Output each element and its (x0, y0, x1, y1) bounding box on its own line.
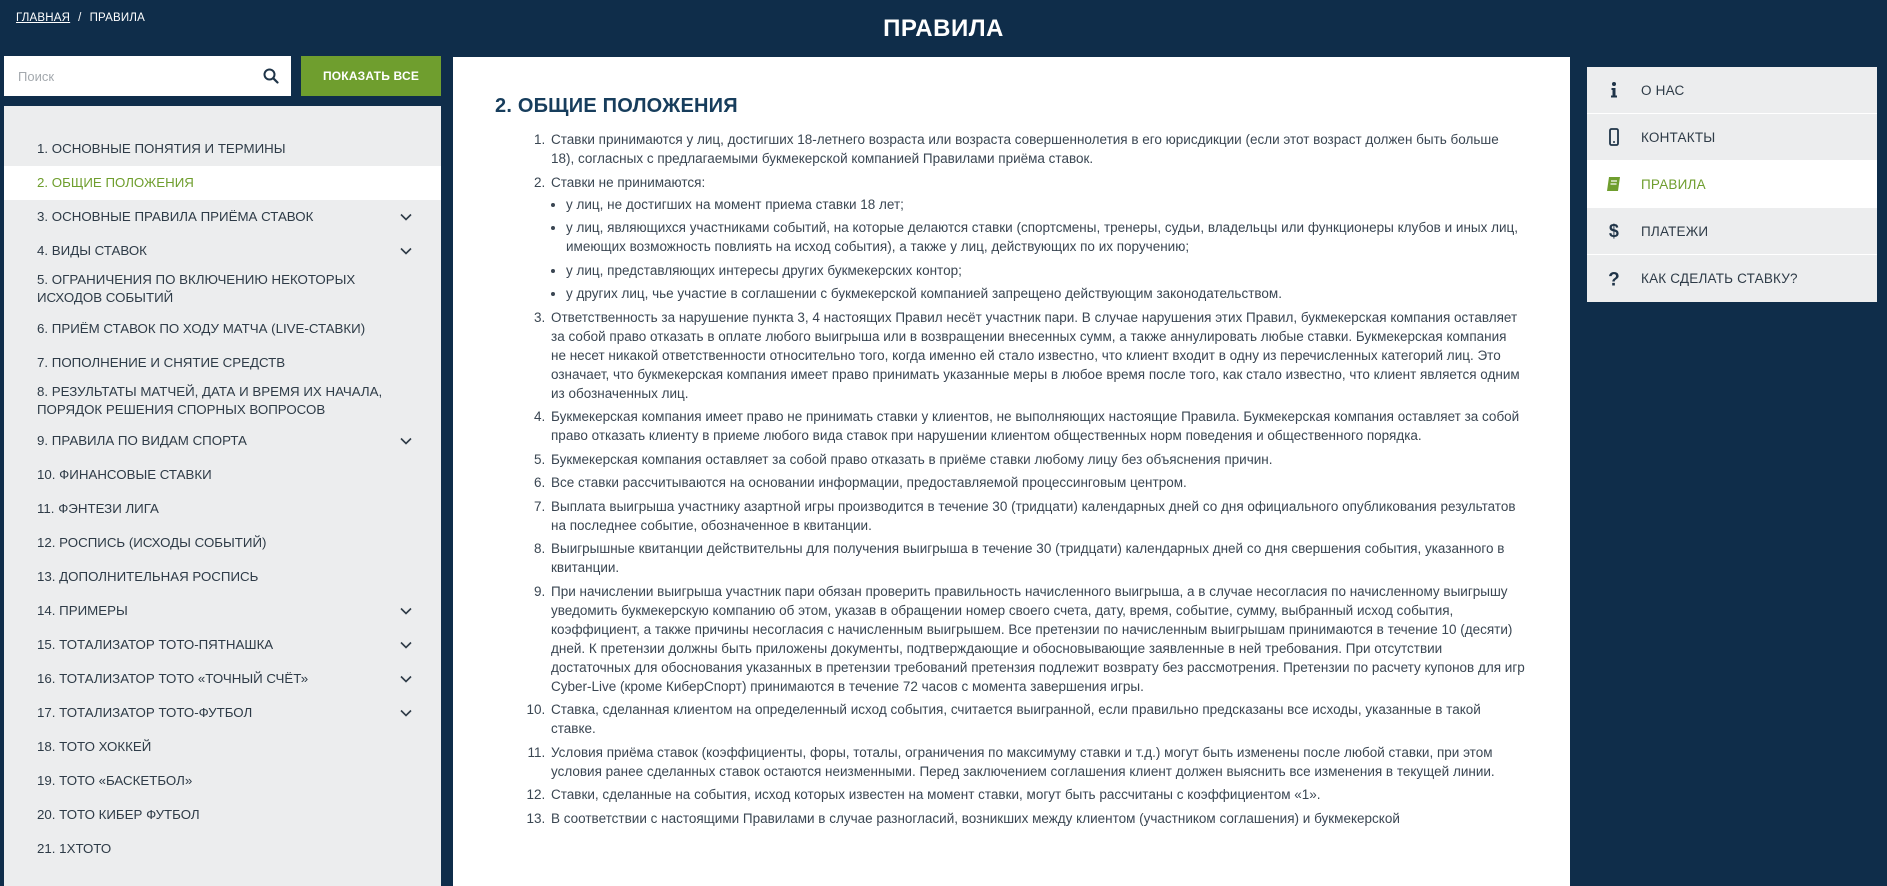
toc-item-label: 3. ОСНОВНЫЕ ПРАВИЛА ПРИЁМА СТАВОК (37, 209, 314, 224)
rule-subitem: • у лиц, являющихся участниками событий, на которые делаются ставки (спортсмены, тренеры, судьи, владельцы или функционеры клубов и иных лиц, имеющих возможность повлиять на исход события), а также у лиц, действующих по их поручению; (566, 218, 1525, 256)
rule-text: В соответствии с настоящими Правилами в случае разногласий, возникших между клиентом (участником соглашения) и букмекерской (551, 810, 1400, 826)
rule-item (549, 809, 1525, 828)
toc-item[interactable] (4, 560, 441, 594)
toc-item-label: 12. РОСПИСЬ (ИСХОДЫ СОБЫТИЙ) (37, 535, 267, 550)
toc-item-label: 17. ТОТАЛИЗАТОР ТОТО-ФУТБОЛ (37, 705, 253, 720)
rule-text: Ответственность за нарушение пункта 3, 4 настоящих Правил несёт участник пари. В случае нарушения этих Правил, букмекерская компания оставляет за собой право отказать в оплате любого выигрыша или в возвращении внесенных сумм, а также аннулировать любые ставки. Букмекерская компания не несет никакой ответственности относительно того, когда именно ей стало известно, что клиент входит в одну из перечисленных категорий лиц. Это означает, что букмекерская компания имеет право принимать указанные меры в любое время после того, как стало известно, что клиент является одним из обозначенных лиц. (551, 309, 1520, 401)
rule-subitem: • у лиц, представляющих интересы других букмекерских контор; (566, 261, 1525, 280)
toc-item[interactable] (4, 200, 441, 234)
toc-item-label: 19. ТОТО «БАСКЕТБОЛ» (37, 773, 193, 788)
nav-item-label: О НАС (1641, 82, 1685, 98)
nav-item[interactable] (1587, 161, 1877, 208)
page-title: ПРАВИЛА (883, 15, 1004, 42)
article-heading: 2. ОБЩИЕ ПОЛОЖЕНИЯ (495, 95, 738, 117)
toc-item[interactable] (4, 628, 441, 662)
toc-item[interactable] (4, 526, 441, 560)
toc-item[interactable] (4, 662, 441, 696)
toc-item[interactable] (4, 764, 441, 798)
phone-icon (1587, 114, 1641, 161)
rule-item (549, 407, 1525, 445)
rule-item (549, 473, 1525, 492)
toc-item[interactable] (4, 696, 441, 730)
toc-item-label: 13. ДОПОЛНИТЕЛЬНАЯ РОСПИСЬ (37, 569, 259, 584)
rule-subitem: • у лиц, не достигших на момент приема ставки 18 лет; (566, 195, 1525, 214)
svg-text:?: ? (1608, 269, 1620, 288)
chevron-down-icon[interactable] (399, 434, 413, 448)
rule-text: Букмекерская компания имеет право не принимать ставки у клиентов, не выполняющих настоящие Правила. Букмекерская компания оставляет за собой право отказать клиенту в приеме любого вида ставок при нарушении клиентом общественных норм поведения и общественного порядка. (551, 409, 1520, 443)
breadcrumb-separator: / (78, 12, 82, 24)
rule-sublist (551, 195, 1525, 304)
question-icon (1587, 255, 1641, 302)
rule-item (549, 582, 1525, 696)
rule-text: При начислении выигрыша участник пари обязан проверить правильность начисленного выигрыша, а в случае несогласия по начисленному выигрышу уведомить букмекерскую компанию об этом, указав в обращении номер своего счета, дату, время, событие, сумму, выбранный исход события, коэффициент, а также причины несогласия с начисленным выигрышем. Все претензии по начисленным выигрышам принимаются в течение 10 (десяти) дней. К претензии должны быть приложены документы, подтверждающие и обосновывающие заявленные в ней требования. При отсутствии достаточных для обоснования указанных в претензии требований претензия подлежит возврату без рассмотрения. Претензии по расчету купонов для игр Cyber-Live (кроме КиберСпорт) принимаются в течение 72 часов с момента завершения игры. (551, 583, 1525, 694)
chevron-down-icon[interactable] (399, 638, 413, 652)
breadcrumb-current: ПРАВИЛА (89, 12, 145, 24)
toc-item-label: 21. 1XТОТО (37, 841, 112, 856)
toc-item-label: 14. ПРИМЕРЫ (37, 603, 128, 618)
rule-item (549, 743, 1525, 781)
toc-item[interactable] (4, 268, 441, 310)
toc-item[interactable] (4, 346, 441, 380)
chevron-down-icon[interactable] (399, 210, 413, 224)
nav-item-label: КОНТАКТЫ (1641, 129, 1716, 145)
toc-item-label: 2. ОБЩИЕ ПОЛОЖЕНИЯ (37, 175, 194, 190)
nav-item-label: КАК СДЕЛАТЬ СТАВКУ? (1641, 271, 1798, 286)
info-navigation (1587, 67, 1877, 302)
chevron-down-icon[interactable] (399, 604, 413, 618)
toc-item-label: 4. ВИДЫ СТАВОК (37, 243, 147, 258)
nav-item-label: ПЛАТЕЖИ (1641, 223, 1709, 239)
toc-item-label: 20. ТОТО КИБЕР ФУТБОЛ (37, 807, 200, 822)
nav-item[interactable] (1587, 67, 1877, 114)
toc-item-label: 10. ФИНАНСОВЫЕ СТАВКИ (37, 467, 212, 482)
toc-item[interactable] (4, 798, 441, 832)
rule-text: Выплата выигрыша участнику азартной игры производится в течение 30 (тридцати) календарных дней со дня официального опубликования результатов на последнее событие, обозначенное в квитанции. (551, 498, 1516, 533)
toc-item-label: 11. ФЭНТЕЗИ ЛИГА (37, 501, 159, 516)
toc-item[interactable] (4, 312, 441, 346)
toc-item-label: 18. ТОТО ХОККЕЙ (37, 739, 152, 754)
toc-item-label: 1. ОСНОВНЫЕ ПОНЯТИЯ И ТЕРМИНЫ (37, 141, 286, 156)
chevron-down-icon[interactable] (399, 706, 413, 720)
nav-item-label: ПРАВИЛА (1641, 176, 1706, 192)
toc-item[interactable] (4, 458, 441, 492)
toc-item[interactable] (4, 730, 441, 764)
rule-item (549, 173, 1525, 304)
chevron-down-icon[interactable] (399, 672, 413, 686)
search-icon[interactable] (251, 56, 291, 96)
chevron-down-icon[interactable] (399, 244, 413, 258)
rule-text: Условия приёма ставок (коэффициенты, форы, тоталы, ограничения по максимуму ставки и т.д.) могут быть изменены после любой ставки, при этом условия ранее сделанных ставок остаются неизменными. Перед заключением соглашения клиент должен выяснить все изменения в текущей линии. (551, 744, 1495, 779)
nav-item[interactable] (1587, 208, 1877, 255)
rules-list (495, 130, 1525, 828)
rule-text: Ставка, сделанная клиентом на определенный исход события, считается выигранной, если правильно предсказаны все исходы, указанные в такой ставке. (551, 702, 1481, 736)
rule-item (549, 539, 1525, 577)
toc-item[interactable] (4, 132, 441, 166)
rule-text: Ставки принимаются у лиц, достигших 18-летнего возраста или возраста совершеннолетия в его юрисдикции (если этот возраст должен быть больше 18), согласных с предлагаемыми букмекерской компанией Правилами приёма ставок. (551, 132, 1499, 166)
rule-text: Ставки не принимаются: (551, 174, 706, 190)
toc-item[interactable] (4, 424, 441, 458)
svg-text:$: $ (1608, 222, 1620, 240)
rule-subitem: • у других лиц, чье участие в соглашении с букмекерской компанией запрещено действующим законодательством. (566, 284, 1525, 303)
rule-item (549, 497, 1525, 535)
breadcrumb-home-link[interactable]: ГЛАВНАЯ (16, 12, 71, 24)
rule-text: Ставки, сделанные на события, исход которых известен на момент ставки, могут быть рассчитаны с коэффициентом «1». (551, 787, 1321, 802)
search-input[interactable] (4, 56, 251, 96)
toc-item[interactable] (4, 594, 441, 628)
toc-item-label: 7. ПОПОЛНЕНИЕ И СНЯТИЕ СРЕДСТВ (37, 355, 286, 370)
toc-item-label: 15. ТОТАЛИЗАТОР ТОТО-ПЯТНАШКА (37, 637, 274, 652)
rule-text: Букмекерская компания оставляет за собой право отказать в приёме ставки любому лицу без объяснения причин. (551, 451, 1273, 467)
toc-item-label: 5. ОГРАНИЧЕНИЯ ПО ВКЛЮЧЕНИЮ НЕКОТОРЫХ ИСХОДОВ СОБЫТИЙ (37, 272, 356, 305)
toc-item-label: 6. ПРИЁМ СТАВОК ПО ХОДУ МАТЧА (LIVE-СТАВКИ) (37, 321, 366, 336)
dollar-icon (1587, 208, 1641, 255)
rule-item (549, 785, 1525, 804)
rule-item (549, 130, 1525, 168)
toc-item[interactable] (4, 166, 441, 200)
rule-text: Все ставки рассчитываются на основании информации, предоставляемой процессинговым центром. (551, 475, 1187, 490)
toc-item[interactable] (4, 234, 441, 268)
toc-item[interactable] (4, 380, 441, 422)
rules-table-of-contents (4, 106, 441, 886)
rule-item (549, 450, 1525, 469)
search-box (4, 56, 291, 96)
book-icon (1587, 161, 1641, 208)
nav-item[interactable] (1587, 114, 1877, 161)
toc-item[interactable] (4, 832, 441, 866)
toc-item-label: 8. РЕЗУЛЬТАТЫ МАТЧЕЙ, ДАТА И ВРЕМЯ ИХ НАЧАЛА, ПОРЯДОК РЕШЕНИЯ СПОРНЫХ ВОПРОСОВ (37, 384, 383, 417)
info-icon (1587, 67, 1641, 114)
rules-article (453, 57, 1570, 886)
nav-item[interactable] (1587, 255, 1877, 302)
rule-item (549, 308, 1525, 403)
toc-item[interactable] (4, 492, 441, 526)
rule-text: Выигрышные квитанции действительны для получения выигрыша в течение 30 (тридцати) календарных дней со дня свершения события, указанного в квитанции. (551, 541, 1505, 575)
toc-item-label: 16. ТОТАЛИЗАТОР ТОТО «ТОЧНЫЙ СЧЁТ» (37, 671, 309, 686)
rule-item (549, 700, 1525, 738)
toc-item-label: 9. ПРАВИЛА ПО ВИДАМ СПОРТА (37, 433, 247, 448)
show-all-button[interactable]: ПОКАЗАТЬ ВСЕ (301, 56, 441, 96)
